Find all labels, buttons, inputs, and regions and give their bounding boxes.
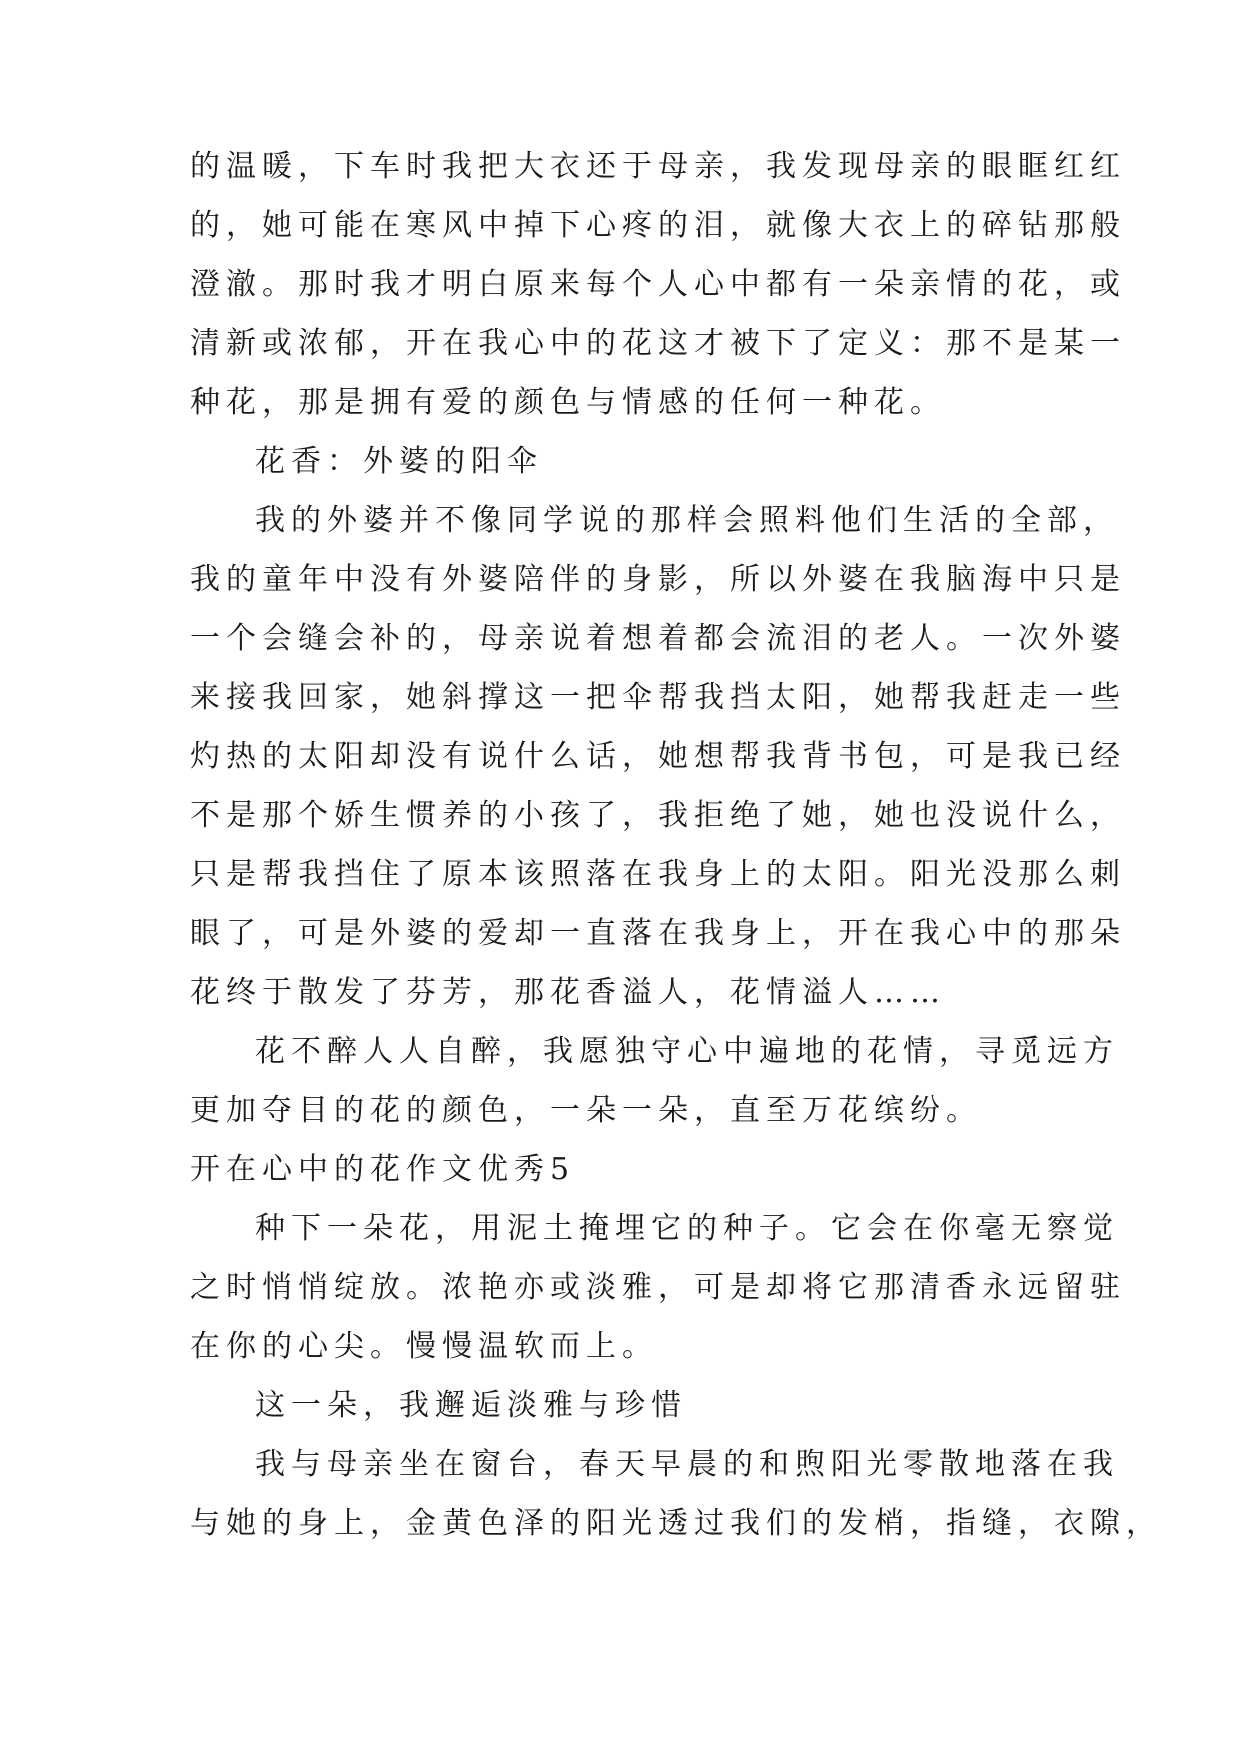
text-line: 一个会缝会补的，母亲说着想着都会流泪的老人。一次外婆	[190, 621, 1126, 656]
text-line: 来接我回家，她斜撑这一把伞帮我挡太阳，她帮我赶走一些	[190, 680, 1126, 715]
text-line: 之时悄悄绽放。浓艳亦或淡雅，可是却将它那清香永远留驻	[190, 1270, 1126, 1305]
section-heading: 花香：外婆的阳伞	[255, 444, 543, 479]
paragraph-start-line: 花不醉人人自醉，我愿独守心中遍地的花情，寻觅远方	[255, 1034, 1119, 1069]
text-line: 不是那个娇生惯养的小孩了，我拒绝了她，她也没说什么，	[190, 798, 1126, 833]
text-line: 清新或浓郁，开在我心中的花这才被下了定义：那不是某一	[190, 326, 1126, 361]
paragraph-start-line: 我与母亲坐在窗台，春天早晨的和煦阳光零散地落在我	[255, 1447, 1119, 1482]
text-line: 与她的身上，金黄色泽的阳光透过我们的发梢，指缝，衣隙，	[190, 1506, 1162, 1541]
text-line: 的，她可能在寒风中掉下心疼的泪，就像大衣上的碎钻那般	[190, 208, 1126, 243]
text-line: 花终于散发了芬芳，那花香溢人，花情溢人……	[190, 975, 946, 1010]
text-line: 种花，那是拥有爱的颜色与情感的任何一种花。	[190, 385, 946, 420]
text-line: 眼了，可是外婆的爱却一直落在我身上，开在我心中的那朵	[190, 916, 1126, 951]
text-line: 更加夺目的花的颜色，一朵一朵，直至万花缤纷。	[190, 1093, 982, 1128]
paragraph-start-line: 我的外婆并不像同学说的那样会照料他们生活的全部，	[255, 503, 1119, 538]
text-line: 在你的心尖。慢慢温软而上。	[190, 1329, 658, 1364]
text-line: 澄澈。那时我才明白原来每个人心中都有一朵亲情的花，或	[190, 267, 1126, 302]
article-title: 开在心中的花作文优秀5	[190, 1152, 576, 1187]
text-line: 只是帮我挡住了原本该照落在我身上的太阳。阳光没那么刺	[190, 857, 1126, 892]
text-line: 灼热的太阳却没有说什么话，她想帮我背书包，可是我已经	[190, 739, 1126, 774]
text-line: 我的童年中没有外婆陪伴的身影，所以外婆在我脑海中只是	[190, 562, 1126, 597]
section-heading: 这一朵，我邂逅淡雅与珍惜	[255, 1388, 687, 1423]
text-line: 的温暖，下车时我把大衣还于母亲，我发现母亲的眼眶红红	[190, 149, 1126, 184]
paragraph-start-line: 种下一朵花，用泥土掩埋它的种子。它会在你毫无察觉	[255, 1211, 1119, 1246]
